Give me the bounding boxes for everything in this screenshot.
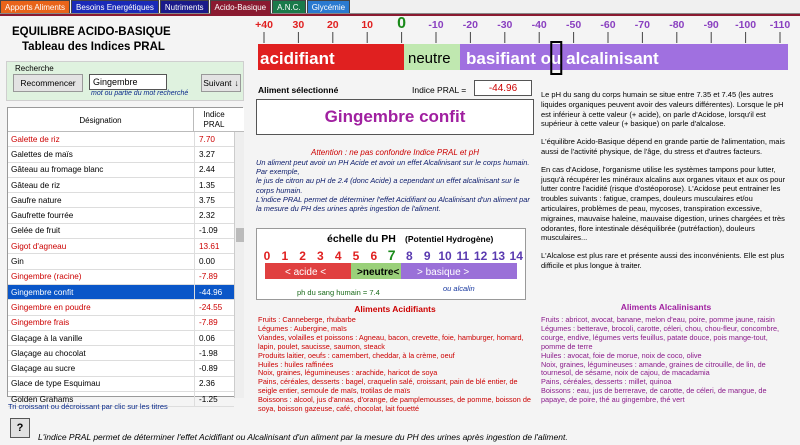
row-name: Glaçage à la vanille [11, 333, 83, 343]
row-value: 2.36 [194, 377, 234, 391]
row-value: -1.09 [194, 224, 234, 238]
row-value: 0.00 [194, 254, 234, 268]
ph-number: 3 [317, 249, 324, 263]
food-list-item: Noix, graines, légumineuses : arachide, haricot de soya [258, 368, 438, 378]
table-row[interactable] [8, 300, 234, 315]
scale-tick-label: -20 [462, 19, 478, 31]
food-list-item: Fruits : abricot, avocat, banane, melon d'eau, poire, pomme jaune, raisin [541, 315, 775, 324]
scale-tick-label: 30 [292, 19, 305, 31]
table-row[interactable] [8, 239, 234, 254]
row-value: -44.96 [194, 285, 234, 299]
info-paragraph: L'Alcalose est plus rare et présente aussi des inconvénients. Elle est plus difficile et plus longue à traiter. [541, 251, 785, 270]
food-list-item: Pains, céréales, desserts : bagel, craquelin salé, croissant, pain de blé entier, de seigle entier, semoule de maïs, trotilas de maïs [258, 377, 518, 396]
food-list-item: Légumes : betterave, brocoli, carotte, céleri, chou, chou-fleur, concombre, courge, endive, légumes verts feuillus, patate douce, pois mange-tout, pomme de terre [541, 323, 780, 351]
scale-tick-label: +40 [255, 19, 273, 31]
table-row[interactable] [8, 163, 234, 178]
search-label: Recherche [15, 64, 54, 73]
table-row[interactable] [8, 208, 234, 223]
footer-note: L'indice PRAL permet de déterminer l'effet Acidifiant ou Alcalinisant d'un aliment par la mesure du PH des urines après ingestion de l'aliment. [38, 432, 568, 442]
column-designation[interactable]: Désignation [8, 108, 194, 132]
scale-tick-label: -10 [428, 19, 444, 31]
search-input[interactable] [89, 74, 167, 90]
acid-label: acidifiant [260, 49, 335, 68]
table-row[interactable] [8, 377, 234, 392]
scale-tick-label: -40 [531, 19, 547, 31]
acid-foods-title: Aliments Acidifiants [354, 304, 436, 314]
food-list-item: Noix, graines, légumineuses : amande, graines de citrouille, de lin, de tournesol, de sésame, noix de cajou, de macadamia [541, 359, 766, 378]
selected-food-name: Gingembre confit [256, 99, 534, 135]
table-row[interactable] [8, 224, 234, 239]
explanation-line: Un aliment peut avoir un PH Acide et avoir un effet Alcalinisant sur le corps humain. Par exemple, [256, 158, 530, 177]
ph-number: 4 [334, 249, 342, 263]
ph-number: 2 [299, 249, 306, 263]
scale-tick-label: 20 [326, 19, 339, 31]
ph-number: 13 [491, 249, 506, 263]
row-value: 1.35 [194, 178, 234, 192]
scale-tick-label: -50 [566, 19, 582, 31]
food-list-item: Pains, céréales, desserts : millet, quinoa [541, 377, 672, 387]
scale-tick-label: -100 [735, 19, 757, 31]
next-button[interactable] [201, 74, 241, 92]
table-row[interactable] [8, 270, 234, 285]
ph-number: 9 [423, 249, 431, 263]
row-name: Golden Grahams [11, 394, 74, 404]
food-list-item: Boissons : alcool, jus d'annas, d'orange, de pamplemousses, de pomme, boisson de soya, boisson gazeuse, café, chocolat, lait fouetté [258, 395, 531, 414]
table-row[interactable] [8, 331, 234, 346]
row-name: Galettes de maïs [11, 149, 73, 159]
info-paragraph: Le pH du sang du corps humain se situe entre 7.35 et 7.45 (les autres liquides organiques peuvent avoir des valeurs différentes). Lorsque le pH est inférieur à cette valeur (+ acide), on parle d'Acidose, lorsqu'il est supérieur à cette valeur (+ basique) on parle d'alcalose. [541, 90, 784, 129]
table-row[interactable] [8, 361, 234, 376]
row-name: Gâteau de riz [11, 180, 61, 190]
tab-3[interactable]: Acido-Basique [210, 0, 272, 14]
arrow-down-icon: ↓ [234, 78, 239, 88]
ph-number: 7 [387, 247, 396, 263]
acid-foods-list [258, 316, 534, 414]
row-value: -7.89 [194, 316, 234, 330]
row-value: 3.27 [194, 147, 234, 161]
row-name: Gingembre confit [11, 287, 74, 297]
row-value: -0.89 [194, 361, 234, 375]
food-list-item: Boissons : eau, jus de berrerave, de carotte, de céleri, de mangue, de papaye, de poire, thé au gingembre, thé vert [541, 386, 767, 405]
row-name: Gin [11, 257, 24, 267]
row-name: Gingembre en poudre [11, 302, 91, 312]
scale-tick-label: 10 [361, 19, 374, 31]
explanation-line: le jus de citron au pH de 2.4 (donc Acide) a cependant un effet alcalinisant sur le corps humain. [256, 176, 520, 195]
search-panel [6, 61, 244, 101]
row-name: Glaçage au chocolat [11, 348, 86, 358]
selected-food-label: Aliment sélectionné [258, 85, 339, 95]
pral-scale [252, 14, 793, 80]
ph-number: 1 [281, 249, 289, 263]
table-row[interactable] [8, 316, 234, 331]
row-value: 13.61 [194, 239, 234, 253]
row-name: Gingembre (racine) [11, 272, 82, 282]
food-list-item: Huiles : huiles raffinées [258, 359, 334, 369]
table-row[interactable] [8, 285, 234, 300]
ph-number: 6 [370, 249, 378, 263]
tab-1[interactable]: Besoins Energétiques [71, 0, 159, 13]
row-name: Gigot d'agneau [11, 241, 67, 251]
row-name: Galette de riz [11, 134, 60, 144]
info-paragraph: L'équilibre Acido-Basique dépend en grande partie de l'alimentation, mais aussi de l'activité physique, de l'âge, du stress et d'autres facteurs. [541, 137, 785, 156]
page-title: EQUILIBRE ACIDO-BASIQUE [12, 26, 171, 38]
table-row[interactable] [8, 193, 234, 208]
ph-neutral-label: >neutre< [357, 267, 400, 278]
ph-acid-label: < acide < [285, 267, 327, 278]
ph-basic-label: > basique > [417, 267, 470, 278]
row-value: -1.98 [194, 346, 234, 360]
table-header [8, 108, 244, 132]
table-row[interactable] [8, 254, 234, 269]
row-value: 3.75 [194, 193, 234, 207]
explanation-text [256, 158, 536, 213]
food-list-item: Légumes : Aubergine, maïs [258, 323, 347, 333]
page-subtitle: Tableau des Indices PRAL [22, 41, 165, 53]
ph-title: échelle du PH [327, 233, 396, 245]
alkaline-label: ou alcalin [443, 284, 475, 293]
table-body [8, 132, 234, 407]
ph-number: 12 [473, 249, 488, 263]
restart-button[interactable]: Recommencer [13, 74, 83, 92]
table-row[interactable] [8, 178, 234, 193]
ph-number: 8 [406, 249, 413, 263]
row-value: -7.89 [194, 270, 234, 284]
row-name: Gelée de fruit [11, 226, 61, 236]
search-hint: mot ou partie du mot recherché [91, 90, 189, 97]
help-button[interactable]: ? [10, 418, 30, 438]
ph-number: 10 [438, 249, 452, 263]
table-scrollbar[interactable] [234, 132, 244, 398]
pral-value: -44.96 [474, 80, 532, 96]
basic-label: basifiant ou alcalinisant [466, 49, 659, 68]
scrollbar-thumb[interactable] [236, 228, 244, 242]
explanation-line: L'indice PRAL permet de déterminer l'effet Acidifiant ou Alcalinisant d'un aliment par la mesure du PH des urines après ingestion de l'aliment. [256, 194, 530, 214]
tab-5[interactable]: Glycémie [307, 0, 350, 13]
ph-number: 0 [263, 249, 271, 263]
row-name: Gaufre nature [11, 195, 62, 205]
food-table [7, 107, 243, 404]
ph-number: 14 [509, 249, 523, 263]
tab-0[interactable]: Apports Aliments [0, 0, 70, 13]
row-value: 2.44 [194, 163, 234, 177]
row-name: Glace de type Esquimau [11, 379, 101, 389]
food-list-item: Fruits : Canneberge, rhubarbe [258, 315, 356, 324]
row-value: 2.32 [194, 208, 234, 222]
ph-scale [256, 228, 526, 300]
column-pral[interactable]: Indice PRAL [203, 110, 225, 129]
basic-foods-list [541, 316, 791, 405]
food-list-item: Viandes, volailles et poissons : Agneau, bacon, crevette, foie, hamburger, homard, lapin, poulet, saucisse, saumon, steack [258, 332, 524, 351]
table-row[interactable] [8, 346, 234, 361]
ph-number: 5 [352, 249, 360, 263]
pral-label: Indice PRAL = [412, 85, 467, 95]
next-button-label: Suivant [203, 78, 232, 88]
basic-foods-title: Aliments Alcalinisants [620, 302, 712, 312]
row-value: -1.25 [194, 392, 234, 406]
scale-tick-label: -110 [769, 19, 791, 31]
tab-2[interactable]: Nutriments [160, 0, 209, 13]
ph-number: 11 [456, 249, 470, 263]
sort-hint: Tri croissant ou décroissant par clic sur les titres [8, 402, 168, 411]
scale-tick-label: -70 [634, 19, 650, 31]
scale-tick-label: -60 [600, 19, 616, 31]
ph-subtitle: (Potentiel Hydrogène) [405, 234, 494, 244]
tab-4[interactable]: A.N.C. [272, 0, 306, 13]
scale-tick-label: -30 [497, 19, 513, 31]
scale-tick-label: -90 [703, 19, 719, 31]
row-value: -24.55 [194, 300, 234, 314]
food-list-item: Huiles : avocat, foie de morue, noix de coco, olive [541, 350, 702, 360]
row-name: Gâteau au fromage blanc [11, 165, 104, 175]
info-paragraph: En cas d'Acidose, l'organisme utilise les systèmes tampons pour lutter, jusqu'à récupérer les minéraux alcalins aux organes vitaux et aux os pour lutter contre l'acidité (risque d'ostéoporose). L'Acidose peut entrainer les troubles suivants : fatigue, crampes, douleurs musculaires et/ou articulaires, problèmes de peau, mycoses, transpiration excessive, migraines, mauvaise haleine, mauvaise digestion, urines chargées et très odorantes, flore intestinale déséquilibrée (putréfaction), douleurs musculaires... [541, 164, 786, 243]
scale-tick-label: 0 [397, 15, 407, 32]
food-list-item: Produits laitier, oeufs : camembert, cheddar, à la crème, oeuf [258, 350, 455, 360]
tab-bar [0, 0, 800, 14]
blood-ph-label: ph du sang humain = 7.4 [297, 288, 380, 297]
row-value: 0.06 [194, 331, 234, 345]
row-name: Gaufrette fourrée [11, 211, 74, 221]
row-value: 7.70 [194, 132, 234, 146]
table-row[interactable] [8, 132, 234, 147]
row-name: Glaçage au sucre [11, 364, 76, 374]
table-row[interactable] [8, 147, 234, 162]
scale-tick-label: -80 [669, 19, 685, 31]
attention-note: Attention : ne pas confondre Indice PRAL et pH [311, 148, 479, 157]
row-name: Gingembre frais [11, 318, 70, 328]
info-text [541, 90, 791, 279]
neutral-label: neutre [408, 50, 451, 67]
